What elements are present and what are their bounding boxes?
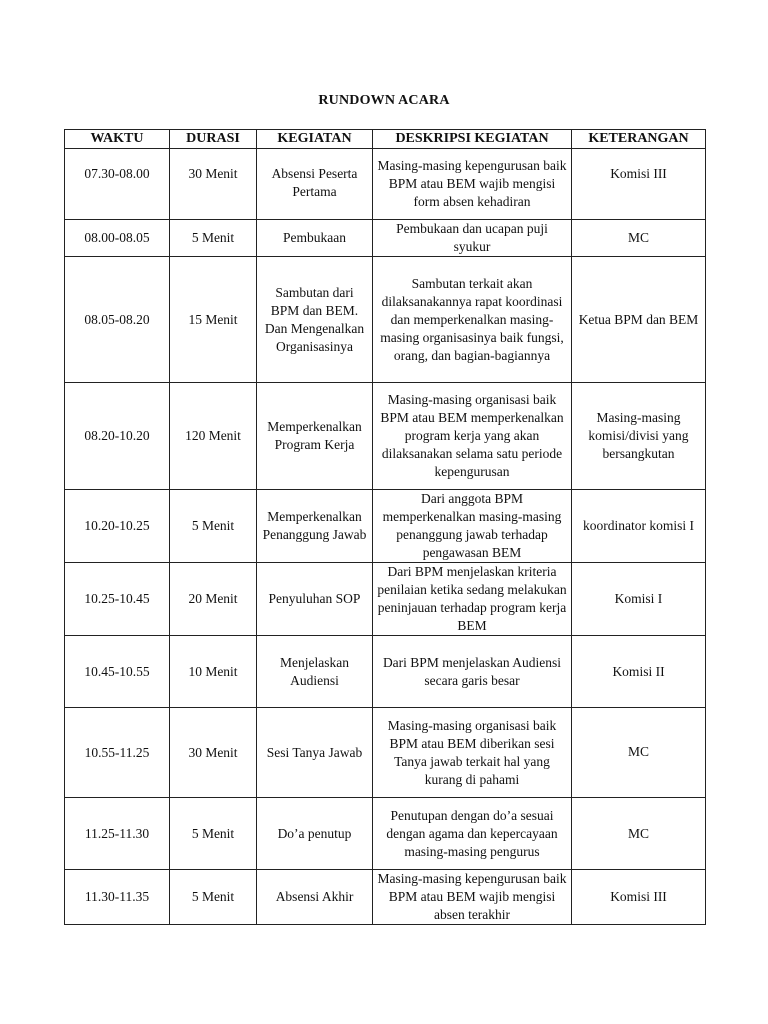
cell-kegiatan: Memperkenalkan Penanggung Jawab	[257, 490, 373, 563]
table-row	[65, 798, 706, 870]
cell-kegiatan: Menjelaskan Audiensi	[257, 636, 373, 708]
cell-keterangan: Komisi III	[572, 870, 706, 925]
cell-deskripsi: Penutupan dengan do’a sesuai dengan agama dan kepercayaan masing-masing pengurus	[373, 798, 572, 870]
cell-keterangan: MC	[572, 798, 706, 870]
cell-durasi: 5 Menit	[170, 220, 257, 257]
cell-kegiatan: Do’a penutup	[257, 798, 373, 870]
cell-deskripsi: Masing-masing kepengurusan baik BPM atau BEM wajib mengisi absen terakhir	[373, 870, 572, 925]
cell-kegiatan: Penyuluhan SOP	[257, 563, 373, 636]
cell-durasi: 30 Menit	[170, 149, 257, 220]
cell-kegiatan: Pembukaan	[257, 220, 373, 257]
cell-deskripsi: Dari BPM menjelaskan kriteria penilaian ketika sedang melakukan peninjauan terhadap program kerja BEM	[373, 563, 572, 636]
cell-durasi: 5 Menit	[170, 798, 257, 870]
cell-keterangan: MC	[572, 220, 706, 257]
table-row	[65, 636, 706, 708]
cell-durasi: 120 Menit	[170, 383, 257, 490]
header-keterangan: KETERANGAN	[572, 130, 706, 149]
cell-waktu: 08.00-08.05	[65, 220, 170, 257]
cell-deskripsi: Masing-masing organisasi baik BPM atau BEM memperkenalkan program kerja yang akan dilaksanakan selama satu periode kepengurusan	[373, 383, 572, 490]
cell-keterangan: Komisi II	[572, 636, 706, 708]
cell-keterangan: Ketua BPM dan BEM	[572, 257, 706, 383]
cell-waktu: 08.20-10.20	[65, 383, 170, 490]
cell-kegiatan: Memperkenalkan Program Kerja	[257, 383, 373, 490]
table-row	[65, 490, 706, 563]
table-row	[65, 220, 706, 257]
rundown-table	[64, 129, 706, 925]
table-row	[65, 708, 706, 798]
cell-durasi: 15 Menit	[170, 257, 257, 383]
cell-durasi: 10 Menit	[170, 636, 257, 708]
cell-waktu: 10.20-10.25	[65, 490, 170, 563]
cell-waktu: 07.30-08.00	[65, 149, 170, 220]
cell-deskripsi: Masing-masing kepengurusan baik BPM atau BEM wajib mengisi form absen kehadiran	[373, 149, 572, 220]
cell-keterangan: koordinator komisi I	[572, 490, 706, 563]
cell-waktu: 10.55-11.25	[65, 708, 170, 798]
cell-deskripsi: Masing-masing organisasi baik BPM atau BEM diberikan sesi Tanya jawab terkait hal yang kurang di pahami	[373, 708, 572, 798]
page-title: RUNDOWN ACARA	[318, 93, 450, 108]
cell-deskripsi: Dari anggota BPM memperkenalkan masing-masing penanggung jawab terhadap pengawasan BEM	[373, 490, 572, 563]
table-row	[65, 149, 706, 220]
cell-kegiatan: Absensi Akhir	[257, 870, 373, 925]
table-row	[65, 257, 706, 383]
cell-keterangan: MC	[572, 708, 706, 798]
header-waktu: WAKTU	[65, 130, 170, 149]
table-row	[65, 563, 706, 636]
cell-deskripsi: Dari BPM menjelaskan Audiensi secara garis besar	[373, 636, 572, 708]
cell-durasi: 30 Menit	[170, 708, 257, 798]
cell-keterangan: Masing-masing komisi/divisi yang bersangkutan	[572, 383, 706, 490]
header-kegiatan: KEGIATAN	[257, 130, 373, 149]
cell-durasi: 20 Menit	[170, 563, 257, 636]
cell-kegiatan: Absensi Peserta Pertama	[257, 149, 373, 220]
cell-waktu: 11.30-11.35	[65, 870, 170, 925]
table-row	[65, 870, 706, 925]
cell-waktu: 11.25-11.30	[65, 798, 170, 870]
table-row	[65, 383, 706, 490]
cell-durasi: 5 Menit	[170, 490, 257, 563]
cell-keterangan: Komisi I	[572, 563, 706, 636]
cell-kegiatan: Sesi Tanya Jawab	[257, 708, 373, 798]
cell-deskripsi: Sambutan terkait akan dilaksanakannya rapat koordinasi dan memperkenalkan masing-masing organisasinya baik fungsi, orang, dan bagian-bagiannya	[373, 257, 572, 383]
cell-kegiatan: Sambutan dari BPM dan BEM. Dan Mengenalkan Organisasinya	[257, 257, 373, 383]
header-durasi: DURASI	[170, 130, 257, 149]
cell-waktu: 10.45-10.55	[65, 636, 170, 708]
cell-deskripsi: Pembukaan dan ucapan puji syukur	[373, 220, 572, 257]
header-deskripsi: DESKRIPSI KEGIATAN	[373, 130, 572, 149]
table-header-row	[65, 130, 706, 149]
cell-waktu: 08.05-08.20	[65, 257, 170, 383]
cell-waktu: 10.25-10.45	[65, 563, 170, 636]
cell-durasi: 5 Menit	[170, 870, 257, 925]
cell-keterangan: Komisi III	[572, 149, 706, 220]
